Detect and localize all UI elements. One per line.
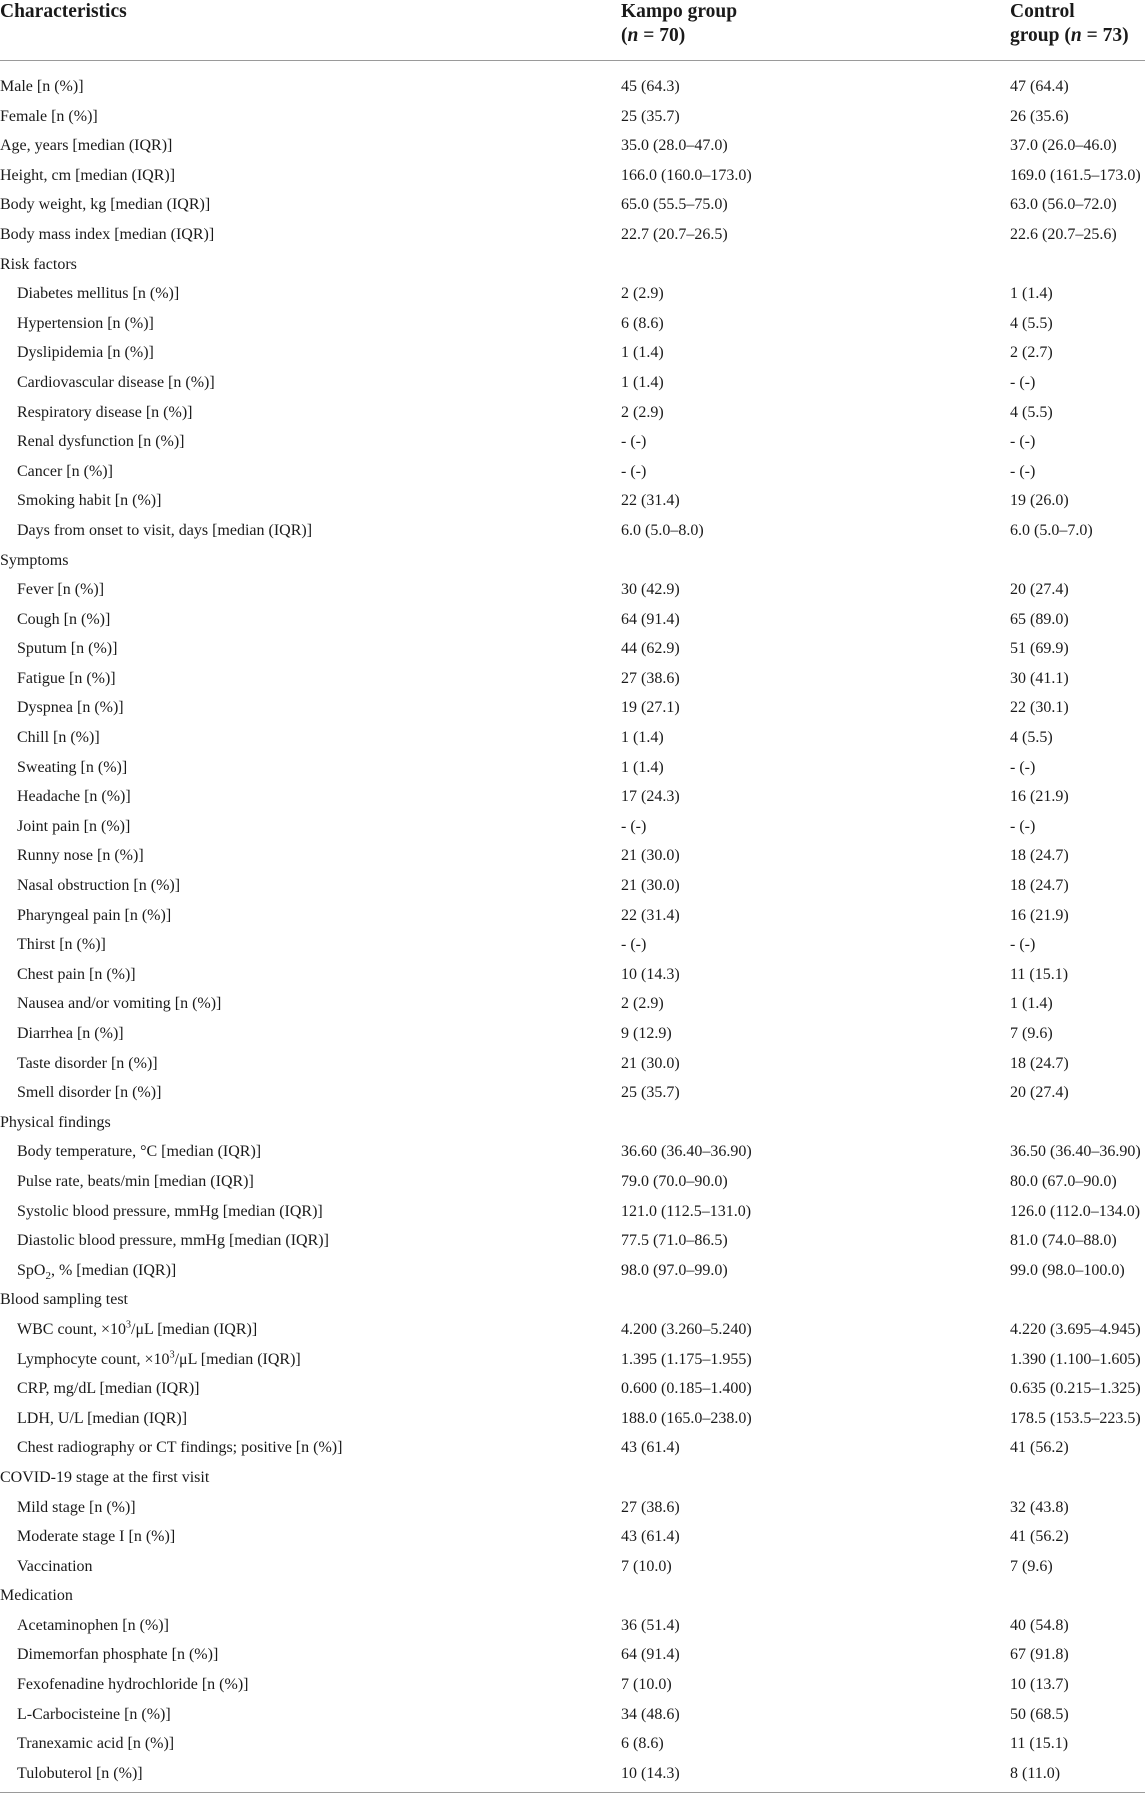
kampo-value: 45 (64.3) [621, 78, 680, 95]
control-value: 67 (91.8) [1010, 1646, 1069, 1664]
control-value: - (-) [1010, 758, 1036, 776]
row-label: Thirst [n (%)] [17, 936, 106, 954]
header-control-line2 [1010, 24, 1129, 48]
control-value: 51 (69.9) [1010, 640, 1069, 658]
kampo-value: 77.5 (71.0–86.5) [621, 1232, 728, 1250]
control-value: 4.220 (3.695–4.945) [1010, 1320, 1141, 1338]
control-value: 22.6 (20.7–25.6) [1010, 225, 1117, 243]
kampo-value: 36 (51.4) [621, 1616, 680, 1634]
row-label: Sweating [n (%)] [17, 758, 128, 776]
control-value: 80.0 (67.0–90.0) [1010, 1172, 1117, 1190]
kampo-value: 188.0 (165.0–238.0) [621, 1409, 752, 1427]
table-body [0, 72, 1145, 1788]
control-value: 37.0 (26.0–46.0) [1010, 137, 1117, 155]
control-value: 4 (5.5) [1010, 729, 1053, 747]
control-value: - (-) [1010, 462, 1036, 480]
row-label-part: , % [median (IQR)] [50, 1261, 177, 1279]
control-value: 2 (2.7) [1010, 344, 1053, 362]
header-kampo-line2 [621, 24, 737, 48]
kampo-value: - (-) [621, 817, 647, 835]
control-value: 41 (56.2) [1010, 1528, 1069, 1546]
table-row [0, 1404, 1145, 1434]
row-label: Nausea and/or vomiting [n (%)] [17, 995, 222, 1013]
row-label: Acetaminophen [n (%)] [17, 1616, 169, 1634]
kampo-value: 1.395 (1.175–1.955) [621, 1350, 752, 1368]
row-label: Cardiovascular disease [n (%)] [17, 373, 215, 391]
control-value: - (-) [1010, 433, 1036, 451]
row-label [17, 1345, 301, 1375]
row-label: Tranexamic acid [n (%)] [17, 1735, 175, 1753]
row-label: Body weight, kg [median (IQR)] [0, 196, 211, 214]
control-value: 36.50 (36.40–36.90) [1010, 1143, 1141, 1161]
section-header-row [0, 1463, 1145, 1493]
control-value: 81.0 (74.0–88.0) [1010, 1232, 1117, 1250]
control-value: 65 (89.0) [1010, 610, 1069, 628]
control-value: 16 (21.9) [1010, 906, 1069, 924]
table-row [0, 1670, 1145, 1700]
row-label: Smoking habit [n (%)] [17, 492, 162, 510]
table-bottom-rule [0, 1792, 1145, 1793]
kampo-value: 7 (10.0) [621, 1676, 672, 1694]
section-label: Risk factors [0, 255, 77, 273]
kampo-value: 6.0 (5.0–8.0) [621, 521, 704, 539]
table-row [0, 1226, 1145, 1256]
kampo-value: 1 (1.4) [621, 373, 664, 391]
row-label: Chest radiography or CT findings; positive [n (%)] [17, 1439, 343, 1457]
kampo-value: - (-) [621, 462, 647, 480]
row-label [17, 1315, 257, 1345]
kampo-value: 27 (38.6) [621, 1498, 680, 1516]
table-row [0, 723, 1145, 753]
row-label: Smell disorder [n (%)] [17, 1084, 162, 1102]
row-label: Tulobuterol [n (%)] [17, 1764, 143, 1782]
row-label-part: SpO [17, 1261, 46, 1279]
kampo-value: 43 (61.4) [621, 1528, 680, 1546]
kampo-value: 36.60 (36.40–36.90) [621, 1143, 752, 1161]
row-label [17, 1256, 176, 1286]
control-value: 18 (24.7) [1010, 1054, 1069, 1072]
row-label: Body temperature, °C [median (IQR)] [17, 1143, 262, 1161]
control-value: 47 (64.4) [1010, 78, 1069, 95]
row-label: Cough [n (%)] [17, 610, 111, 628]
control-value: 63.0 (56.0–72.0) [1010, 196, 1117, 214]
row-label: Days from onset to visit, days [median (IQR)] [17, 521, 313, 539]
table-row [0, 398, 1145, 428]
header-control-group [1010, 0, 1129, 48]
row-label-part: /μL [median (IQR)] [131, 1320, 258, 1338]
section-label: Symptoms [0, 551, 69, 569]
control-value: 40 (54.8) [1010, 1616, 1069, 1634]
table-row [0, 841, 1145, 871]
control-value: 99.0 (98.0–100.0) [1010, 1261, 1125, 1279]
table-row [0, 1049, 1145, 1079]
table-row [0, 309, 1145, 339]
row-label: Female [n (%)] [0, 107, 98, 125]
row-label: Hypertension [n (%)] [17, 314, 154, 332]
kampo-value: 121.0 (112.5–131.0) [621, 1202, 752, 1220]
table-row [0, 753, 1145, 783]
row-label: Chill [n (%)] [17, 729, 100, 747]
header-kampo-group [621, 0, 737, 48]
row-label: Age, years [median (IQR)] [0, 137, 173, 155]
row-label-part: WBC count, ×10 [17, 1320, 127, 1338]
control-value: 41 (56.2) [1010, 1439, 1069, 1457]
header-control-line1: Control [1010, 1, 1075, 22]
table-row [0, 1345, 1145, 1375]
row-label: Respiratory disease [n (%)] [17, 403, 193, 421]
table-row [0, 279, 1145, 309]
row-label-superscript: 3 [126, 1319, 132, 1331]
kampo-value: 1 (1.4) [621, 344, 664, 362]
table-row [0, 1729, 1145, 1759]
row-label: Dyspnea [n (%)] [17, 699, 124, 717]
kampo-value: 22 (31.4) [621, 906, 680, 924]
section-header-row [0, 1108, 1145, 1138]
table-row [0, 782, 1145, 812]
section-label: Medication [0, 1587, 73, 1605]
row-label: Body mass index [median (IQR)] [0, 225, 215, 243]
control-value: 4 (5.5) [1010, 314, 1053, 332]
control-value: 8 (11.0) [1010, 1764, 1061, 1782]
control-value: 1 (1.4) [1010, 285, 1053, 303]
kampo-value: 21 (30.0) [621, 877, 680, 895]
section-header-row [0, 250, 1145, 280]
header-kampo-paren: ( [621, 25, 628, 46]
kampo-value: 19 (27.1) [621, 699, 680, 717]
row-label: Joint pain [n (%)] [17, 817, 131, 835]
table-row [0, 1759, 1145, 1789]
table-row [0, 930, 1145, 960]
kampo-value: - (-) [621, 936, 647, 954]
kampo-value: 0.600 (0.185–1.400) [621, 1380, 752, 1398]
kampo-value: 21 (30.0) [621, 1054, 680, 1072]
table-row [0, 1315, 1145, 1345]
row-label: Dimemorfan phosphate [n (%)] [17, 1646, 219, 1664]
control-value: 4 (5.5) [1010, 403, 1053, 421]
table-row [0, 989, 1145, 1019]
table-row [0, 72, 1145, 102]
control-value: 18 (24.7) [1010, 847, 1069, 865]
control-value: 32 (43.8) [1010, 1498, 1069, 1516]
control-value: 19 (26.0) [1010, 492, 1069, 510]
row-label: Fexofenadine hydrochloride [n (%)] [17, 1676, 249, 1694]
header-control-count: = 73) [1081, 25, 1129, 46]
header-control-n: n [1070, 25, 1082, 46]
kampo-value: 64 (91.4) [621, 1646, 680, 1664]
control-value: 0.635 (0.215–1.325) [1010, 1380, 1141, 1398]
control-value: 16 (21.9) [1010, 788, 1069, 806]
table-row [0, 1078, 1145, 1108]
row-label: CRP, mg/dL [median (IQR)] [17, 1380, 200, 1398]
kampo-value: 1 (1.4) [621, 729, 664, 747]
row-label: Headache [n (%)] [17, 788, 131, 806]
row-label: Pharyngeal pain [n (%)] [17, 906, 172, 924]
control-value: 6.0 (5.0–7.0) [1010, 521, 1093, 539]
header-control-prefix: group ( [1010, 25, 1071, 46]
table-row [0, 131, 1145, 161]
row-label: Renal dysfunction [n (%)] [17, 433, 185, 451]
control-value: - (-) [1010, 936, 1036, 954]
kampo-value: 30 (42.9) [621, 581, 680, 599]
table-row [0, 960, 1145, 990]
kampo-value: 6 (8.6) [621, 314, 664, 332]
table-row [0, 1611, 1145, 1641]
table-row [0, 1700, 1145, 1730]
control-value: 7 (9.6) [1010, 1557, 1053, 1575]
row-label: Moderate stage I [n (%)] [17, 1528, 176, 1546]
kampo-value: 22.7 (20.7–26.5) [621, 225, 728, 243]
row-label: Systolic blood pressure, mmHg [median (IQR)] [17, 1202, 323, 1220]
row-label: LDH, U/L [median (IQR)] [17, 1409, 188, 1427]
section-header-row [0, 546, 1145, 576]
kampo-value: 2 (2.9) [621, 285, 664, 303]
table-row [0, 634, 1145, 664]
control-value: - (-) [1010, 817, 1036, 835]
row-label: Mild stage [n (%)] [17, 1498, 136, 1516]
table-row [0, 605, 1145, 635]
row-label: Height, cm [median (IQR)] [0, 166, 176, 184]
row-label: L-Carbocisteine [n (%)] [17, 1705, 171, 1723]
row-label: Dyslipidemia [n (%)] [17, 344, 154, 362]
kampo-value: 17 (24.3) [621, 788, 680, 806]
row-label: Fever [n (%)] [17, 581, 105, 599]
control-value: 20 (27.4) [1010, 581, 1069, 599]
kampo-value: 9 (12.9) [621, 1025, 672, 1042]
kampo-value: 35.0 (28.0–47.0) [621, 137, 728, 155]
row-label: Runny nose [n (%)] [17, 847, 144, 865]
section-label: COVID-19 stage at the first visit [0, 1468, 210, 1486]
kampo-value: - (-) [621, 433, 647, 451]
row-label: Sputum [n (%)] [17, 640, 118, 658]
row-label: Diarrhea [n (%)] [17, 1025, 124, 1042]
kampo-value: 4.200 (3.260–5.240) [621, 1320, 752, 1338]
table-row [0, 1552, 1145, 1582]
kampo-value: 43 (61.4) [621, 1439, 680, 1457]
kampo-value: 65.0 (55.5–75.0) [621, 196, 728, 214]
table-row [0, 190, 1145, 220]
section-header-row [0, 1581, 1145, 1611]
row-label: Diabetes mellitus [n (%)] [17, 285, 180, 303]
control-value: 20 (27.4) [1010, 1084, 1069, 1102]
table-row [0, 1374, 1145, 1404]
table-row [0, 1019, 1145, 1049]
kampo-value: 1 (1.4) [621, 758, 664, 776]
section-label: Blood sampling test [0, 1291, 128, 1309]
table-row [0, 575, 1145, 605]
row-label: Vaccination [17, 1557, 93, 1575]
kampo-value: 25 (35.7) [621, 1084, 680, 1102]
table-row [0, 102, 1145, 132]
row-label: Fatigue [n (%)] [17, 669, 116, 687]
table-row [0, 1167, 1145, 1197]
control-value: 26 (35.6) [1010, 107, 1069, 125]
row-label: Pulse rate, beats/min [median (IQR)] [17, 1172, 254, 1190]
table-row [0, 871, 1145, 901]
table-row [0, 338, 1145, 368]
row-label-superscript: 3 [169, 1349, 175, 1361]
row-label: Chest pain [n (%)] [17, 965, 136, 983]
table-row [0, 486, 1145, 516]
control-value: 1 (1.4) [1010, 995, 1053, 1013]
kampo-value: 7 (10.0) [621, 1557, 672, 1575]
control-value: 169.0 (161.5–173.0) [1010, 166, 1141, 184]
control-value: 10 (13.7) [1010, 1676, 1069, 1694]
row-label: Diastolic blood pressure, mmHg [median (IQR)] [17, 1232, 329, 1250]
table-header [0, 0, 1145, 61]
control-value: 7 (9.6) [1010, 1025, 1053, 1042]
row-label: Taste disorder [n (%)] [17, 1054, 158, 1072]
kampo-value: 64 (91.4) [621, 610, 680, 628]
table-row [0, 693, 1145, 723]
table-row [0, 220, 1145, 250]
table-row [0, 1137, 1145, 1167]
section-header-row [0, 1285, 1145, 1315]
table-row [0, 516, 1145, 546]
header-kampo-n: n [627, 25, 639, 46]
kampo-value: 27 (38.6) [621, 669, 680, 687]
control-value: 22 (30.1) [1010, 699, 1069, 717]
control-value: 50 (68.5) [1010, 1705, 1069, 1723]
header-kampo-line1: Kampo group [621, 1, 738, 22]
kampo-value: 2 (2.9) [621, 403, 664, 421]
row-label: Male [n (%)] [0, 78, 84, 95]
control-value: 126.0 (112.0–134.0) [1010, 1202, 1141, 1220]
table-row [0, 457, 1145, 487]
control-value: 11 (15.1) [1010, 965, 1069, 983]
table-row [0, 664, 1145, 694]
table-row [0, 161, 1145, 191]
table-row [0, 1640, 1145, 1670]
row-label: Nasal obstruction [n (%)] [17, 877, 181, 895]
control-value: 18 (24.7) [1010, 877, 1069, 895]
table-row [0, 1256, 1145, 1286]
table-row [0, 901, 1145, 931]
kampo-value: 21 (30.0) [621, 847, 680, 865]
kampo-value: 10 (14.3) [621, 965, 680, 983]
row-label-part: Lymphocyte count, ×10 [17, 1350, 170, 1368]
kampo-value: 79.0 (70.0–90.0) [621, 1172, 728, 1190]
kampo-value: 22 (31.4) [621, 492, 680, 510]
header-kampo-count: = 70) [638, 25, 686, 46]
table-row [0, 1197, 1145, 1227]
table-row [0, 1522, 1145, 1552]
control-value: 178.5 (153.5–223.5) [1010, 1409, 1141, 1427]
kampo-value: 166.0 (160.0–173.0) [621, 166, 752, 184]
kampo-value: 98.0 (97.0–99.0) [621, 1261, 728, 1279]
kampo-value: 34 (48.6) [621, 1705, 680, 1723]
table-row [0, 812, 1145, 842]
header-characteristics: Characteristics [0, 1, 127, 22]
row-label-subscript: 2 [45, 1269, 51, 1282]
section-label: Physical findings [0, 1113, 111, 1131]
control-value: 1.390 (1.100–1.605) [1010, 1350, 1141, 1368]
kampo-value: 25 (35.7) [621, 107, 680, 125]
control-value: 30 (41.1) [1010, 669, 1069, 687]
row-label-part: /μL [median (IQR)] [174, 1350, 301, 1368]
row-label: Cancer [n (%)] [17, 462, 113, 480]
kampo-value: 2 (2.9) [621, 995, 664, 1013]
kampo-value: 6 (8.6) [621, 1735, 664, 1753]
control-value: - (-) [1010, 373, 1036, 391]
table-row [0, 1493, 1145, 1523]
table-row [0, 368, 1145, 398]
kampo-value: 44 (62.9) [621, 640, 680, 658]
table-row [0, 1433, 1145, 1463]
control-value: 11 (15.1) [1010, 1735, 1069, 1753]
kampo-value: 10 (14.3) [621, 1764, 680, 1782]
table-row [0, 427, 1145, 457]
